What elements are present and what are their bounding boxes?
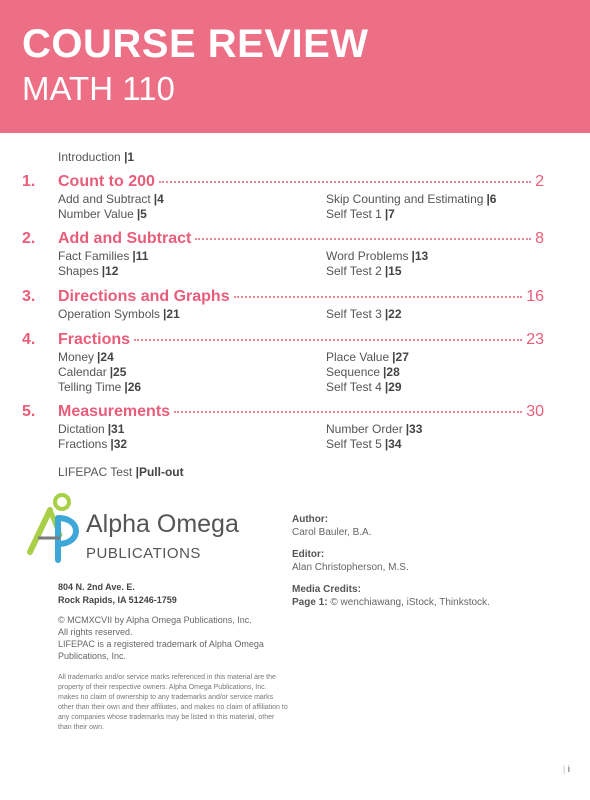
- toc-lifepac-test: [58, 465, 184, 479]
- lesson-page: |34: [384, 437, 402, 451]
- publisher-logo: [20, 490, 90, 570]
- course-subtitle: MATH 110: [22, 70, 175, 107]
- copyright-notice: [58, 614, 288, 662]
- unit-heading-row: [58, 287, 544, 307]
- media-credits-line: [292, 596, 582, 609]
- unit-heading-row: [58, 330, 544, 350]
- lesson-entry: [326, 365, 400, 380]
- author-label: Author:: [292, 514, 329, 525]
- lesson-entry: [58, 380, 141, 395]
- lesson-entry: [58, 192, 164, 207]
- lesson-title: Fact Families: [58, 249, 130, 263]
- lesson-title: Self Test 1: [326, 207, 382, 221]
- unit-number: 4.: [22, 331, 36, 348]
- lesson-title: Fractions: [58, 437, 108, 451]
- unit-heading-row: [58, 229, 544, 249]
- lesson-page: |12: [101, 264, 119, 278]
- lesson-title: Word Problems: [326, 249, 409, 263]
- lesson-title: Self Test 5: [326, 437, 382, 451]
- lesson-page: |27: [392, 350, 409, 364]
- lesson-title: Add and Subtract: [58, 192, 151, 206]
- lesson-page: |33: [405, 422, 423, 436]
- unit-title: Directions and Graphs: [58, 288, 230, 305]
- lesson-entry: [326, 380, 402, 395]
- toc-unit: [0, 330, 590, 402]
- publisher-subname: PUBLICATIONS: [86, 545, 201, 562]
- header-banner: [0, 0, 590, 133]
- dot-leader: [174, 411, 522, 413]
- lesson-page: |32: [110, 437, 128, 451]
- unit-heading-row: [58, 172, 544, 192]
- folio-page: i: [567, 764, 570, 774]
- unit-number: 1.: [22, 173, 36, 190]
- lesson-title: Shapes: [58, 264, 99, 278]
- lesson-page: |6: [486, 192, 497, 206]
- lesson-entry: [326, 207, 395, 222]
- lesson-entry: [58, 307, 180, 322]
- publisher-name: Alpha Omega: [86, 510, 239, 538]
- lesson-page: |4: [153, 192, 164, 206]
- unit-title: Measurements: [58, 403, 171, 420]
- lesson-title: Dictation: [58, 422, 105, 436]
- lesson-title: Number Order: [326, 422, 403, 436]
- unit-title: Add and Subtract: [58, 230, 192, 247]
- trademark-notice: All trademarks and/or service marks referenced in this material are the property of their respective owners. Alpha Omega Publications, Inc. makes no claim of ownership to any trademarks and/or service marks other than their own and their affiliates, and makes no claim of affiliation to any companies whose trademarks may be listed in this material, other than their own.: [58, 674, 288, 731]
- lesson-title: Telling Time: [58, 380, 122, 394]
- lesson-title: Money: [58, 350, 95, 364]
- lesson-title: Self Test 3: [326, 307, 382, 321]
- unit-page-number: 8: [535, 230, 544, 247]
- lesson-entry: [58, 264, 118, 279]
- publisher-address: [58, 581, 177, 607]
- address-line-2: Rock Rapids, IA 51246-1759: [58, 595, 177, 605]
- lesson-entry: [326, 422, 422, 437]
- lesson-page: |22: [384, 307, 402, 321]
- media-credits-label: Media Credits:: [292, 584, 361, 595]
- unit-number: 5.: [22, 403, 36, 420]
- lesson-page: |15: [384, 264, 402, 278]
- course-title: COURSE REVIEW: [22, 22, 369, 66]
- dot-leader: [159, 181, 531, 183]
- lesson-page: |29: [384, 380, 402, 394]
- lesson-page: |7: [384, 207, 395, 221]
- dot-leader: [234, 296, 523, 298]
- lesson-entry: [58, 249, 148, 264]
- unit-title: Fractions: [58, 331, 131, 348]
- lesson-entry: [58, 422, 124, 437]
- lesson-entry: [326, 437, 402, 452]
- unit-page-number: 23: [526, 331, 544, 348]
- unit-title: Count to 200: [58, 173, 155, 190]
- media-credits-text: © wenchiawang, iStock, Thinkstock.: [330, 597, 490, 608]
- lesson-entry: [326, 264, 402, 279]
- lesson-entry: [326, 350, 409, 365]
- lesson-title: Self Test 2: [326, 264, 382, 278]
- intro-page: |1: [124, 150, 135, 164]
- lesson-page: |11: [132, 249, 149, 263]
- lesson-entry: [58, 207, 147, 222]
- address-line-1: 804 N. 2nd Ave. E.: [58, 582, 135, 592]
- toc-unit: [0, 402, 590, 474]
- lesson-entry: [58, 365, 126, 380]
- media-page-label: Page 1:: [292, 597, 328, 608]
- folio-bar: |: [563, 764, 566, 774]
- lesson-title: Skip Counting and Estimating: [326, 192, 484, 206]
- dot-leader: [134, 339, 522, 341]
- intro-label: Introduction: [58, 150, 121, 164]
- lesson-title: Number Value: [58, 207, 134, 221]
- unit-heading-row: [58, 402, 544, 422]
- author-name: Carol Bauler, B.A.: [292, 527, 372, 538]
- unit-number: 3.: [22, 288, 36, 305]
- lesson-page: |21: [163, 307, 180, 321]
- lesson-entry: [326, 249, 428, 264]
- lesson-entry: [326, 307, 402, 322]
- lesson-title: Sequence: [326, 365, 381, 379]
- lesson-title: Calendar: [58, 365, 107, 379]
- unit-page-number: 16: [526, 288, 544, 305]
- lifepac-label: LIFEPAC Test: [58, 465, 133, 479]
- page-number: [563, 764, 570, 774]
- lesson-page: |13: [411, 249, 429, 263]
- lesson-title: Self Test 4: [326, 380, 382, 394]
- lesson-entry: [326, 192, 496, 207]
- lesson-title: Operation Symbols: [58, 307, 161, 321]
- unit-page-number: 30: [526, 403, 544, 420]
- copyright-line-3: LIFEPAC is a registered trademark of Alpha Omega Publications, Inc.: [58, 639, 264, 661]
- unit-number: 2.: [22, 230, 36, 247]
- copyright-line-2: All rights reserved.: [58, 627, 133, 637]
- alpha-omega-logo-icon: [20, 490, 90, 570]
- lifepac-page: |Pull-out: [135, 465, 184, 479]
- editor-label: Editor:: [292, 549, 325, 560]
- lesson-entry: [58, 437, 127, 452]
- editor-name: Alan Christopherson, M.S.: [292, 562, 409, 573]
- lesson-page: |26: [124, 380, 142, 394]
- dot-leader: [195, 238, 531, 240]
- lesson-page: |28: [383, 365, 400, 379]
- unit-page-number: 2: [535, 173, 544, 190]
- lesson-page: |24: [97, 350, 114, 364]
- lesson-page: |25: [109, 365, 127, 379]
- lesson-page: |31: [107, 422, 125, 436]
- copyright-line-1: © MCMXCVII by Alpha Omega Publications, Inc.: [58, 615, 252, 625]
- toc-introduction: [58, 150, 134, 164]
- lesson-page: |5: [136, 207, 147, 221]
- lesson-entry: [58, 350, 114, 365]
- lesson-title: Place Value: [326, 350, 390, 364]
- credits: [292, 513, 582, 609]
